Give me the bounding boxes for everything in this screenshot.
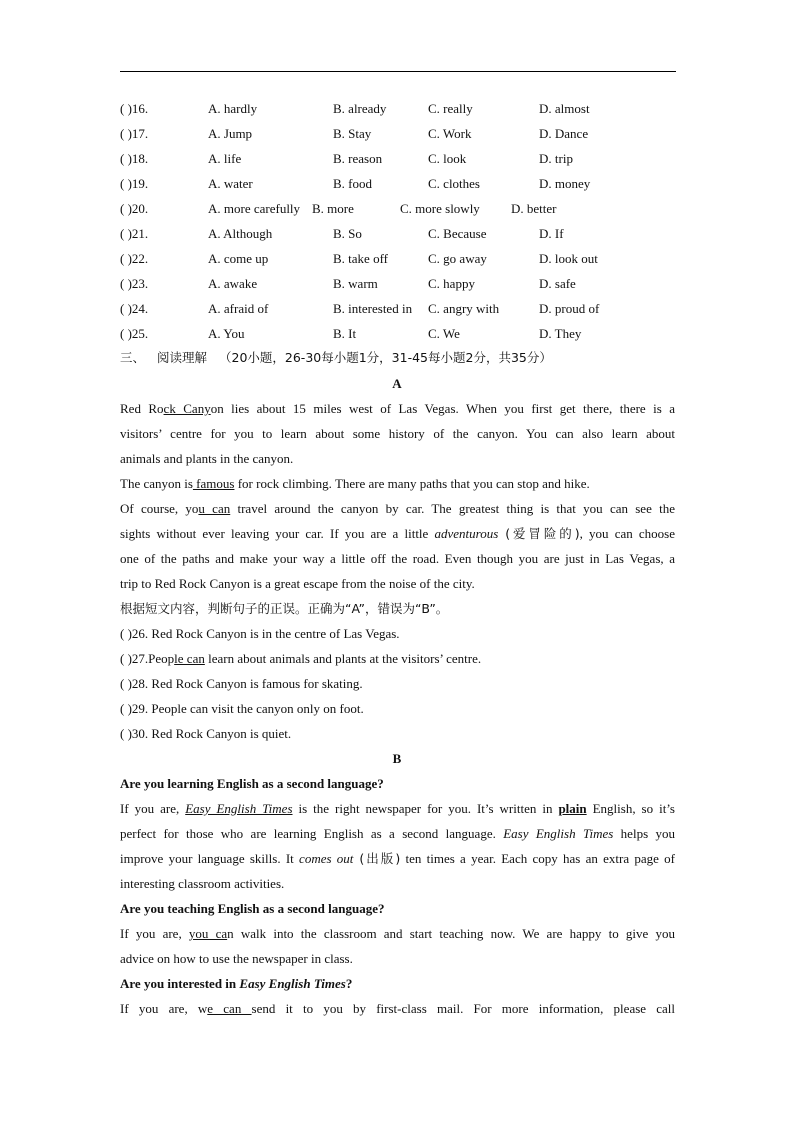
passage-a-line-3: animals and plants in the canyon. <box>120 451 294 466</box>
true-false-instruction: 根据短文内容，判断句子的正误。正确为“A”，错误为“B”。 <box>120 601 449 616</box>
option-c: C. We <box>428 326 460 341</box>
passage-a-line-2: visitors’ centre for you to learn about some history of the canyon. You can also learn about <box>120 426 675 441</box>
option-a: A. come up <box>208 251 269 266</box>
option-c: C. Because <box>428 226 487 241</box>
question-number: ( )20. <box>120 201 149 216</box>
passage-a-line-7: one of the paths and make your way a little off the road. Even though you are just in Las Vegas, a <box>120 551 675 566</box>
option-d: D. almost <box>539 101 590 116</box>
option-b: B. It <box>333 326 357 341</box>
passage-b-line-4: interesting classroom activities. <box>120 876 285 891</box>
question-30: ( )30. Red Rock Canyon is quiet. <box>120 726 292 741</box>
option-b: B. reason <box>333 151 383 166</box>
passage-a-line-1: Red Rock Canyon lies about 15 miles west of Las Vegas. When you first get there, there is a <box>120 401 675 416</box>
question-number: ( )22. <box>120 251 149 266</box>
option-d: D. money <box>539 176 591 191</box>
option-c: C. really <box>428 101 473 116</box>
question-number: ( )19. <box>120 176 149 191</box>
option-b: B. more <box>312 201 354 216</box>
option-d: D. They <box>539 326 582 341</box>
option-c: C. Work <box>428 126 472 141</box>
question-26: ( )26. Red Rock Canyon is in the centre of Las Vegas. <box>120 626 400 641</box>
option-c: C. clothes <box>428 176 480 191</box>
option-b: B. already <box>333 101 387 116</box>
option-b: B. food <box>333 176 372 191</box>
option-c: C. more slowly <box>400 201 480 216</box>
option-b: B. Stay <box>333 126 372 141</box>
option-a: A. Jump <box>208 126 253 141</box>
question-28: ( )28. Red Rock Canyon is famous for skating. <box>120 676 363 691</box>
passage-b-line-5: If you are, you can walk into the classroom and start teaching now. We are happy to give you <box>120 926 675 941</box>
option-c: C. go away <box>428 251 487 266</box>
option-a: A. You <box>208 326 245 341</box>
option-a: A. awake <box>208 276 258 291</box>
question-number: ( )23. <box>120 276 149 291</box>
passage-b-label: B <box>392 751 402 766</box>
option-c: C. angry with <box>428 301 500 316</box>
question-number: ( )17. <box>120 126 149 141</box>
section-3-heading: 三、 阅读理解 （20小题，26-30每小题1分，31-45每小题2分，共35分） <box>120 350 552 365</box>
passage-b-line-6: advice on how to use the newspaper in class. <box>120 951 353 966</box>
option-c: C. happy <box>428 276 475 291</box>
option-d: D. safe <box>539 276 576 291</box>
option-a: A. afraid of <box>208 301 269 316</box>
passage-b-line-3: improve your language skills. It comes out (出版) ten times a year. Each copy has an extra page of <box>120 851 676 866</box>
option-d: D. trip <box>539 151 573 166</box>
passage-b-line-7: If you are, we can send it to you by first-class mail. For more information, please call <box>120 1001 676 1016</box>
passage-a-line-4: The canyon is famous for rock climbing. There are many paths that you can stop and hike. <box>120 476 590 491</box>
passage-b-heading-1: Are you learning English as a second language? <box>120 776 384 791</box>
option-d: D. better <box>511 201 557 216</box>
option-a: A. life <box>208 151 242 166</box>
option-a: A. hardly <box>208 101 258 116</box>
option-c: C. look <box>428 151 467 166</box>
question-number: ( )21. <box>120 226 149 241</box>
option-a: A. Although <box>208 226 273 241</box>
option-d: D. If <box>539 226 564 241</box>
option-d: D. proud of <box>539 301 600 316</box>
question-27: ( )27.People can learn about animals and plants at the visitors’ centre. <box>120 651 482 666</box>
option-d: D. look out <box>539 251 598 266</box>
option-a: A. more carefully <box>208 201 301 216</box>
question-number: ( )24. <box>120 301 149 316</box>
question-number: ( )18. <box>120 151 149 166</box>
header-rule <box>120 71 676 72</box>
passage-a-line-5: Of course, you can travel around the canyon by car. The greatest thing is that you can see the <box>120 501 675 516</box>
option-d: D. Dance <box>539 126 589 141</box>
question-number: ( )25. <box>120 326 149 341</box>
option-b: B. warm <box>333 276 378 291</box>
passage-a-line-6: sights without ever leaving your car. If you are a little adventurous (爱冒险的), you can choose <box>120 526 676 541</box>
passage-b-line-1: If you are, Easy English Times is the right newspaper for you. It’s written in plain English, so it’s <box>120 801 675 816</box>
passage-b-heading-2: Are you teaching English as a second language? <box>120 901 385 916</box>
option-a: A. water <box>208 176 253 191</box>
passage-a-line-8: trip to Red Rock Canyon is a great escape from the noise of the city. <box>120 576 475 591</box>
question-29: ( )29. People can visit the canyon only on foot. <box>120 701 364 716</box>
option-b: B. take off <box>333 251 388 266</box>
passage-b-heading-3: Are you interested in Easy English Times? <box>120 976 353 991</box>
option-b: B. interested in <box>333 301 413 316</box>
passage-b-line-2: perfect for those who are learning English as a second language. Easy English Times helps you <box>120 826 675 841</box>
question-number: ( )16. <box>120 101 149 116</box>
passage-a-label: A <box>392 376 402 391</box>
option-b: B. So <box>333 226 362 241</box>
